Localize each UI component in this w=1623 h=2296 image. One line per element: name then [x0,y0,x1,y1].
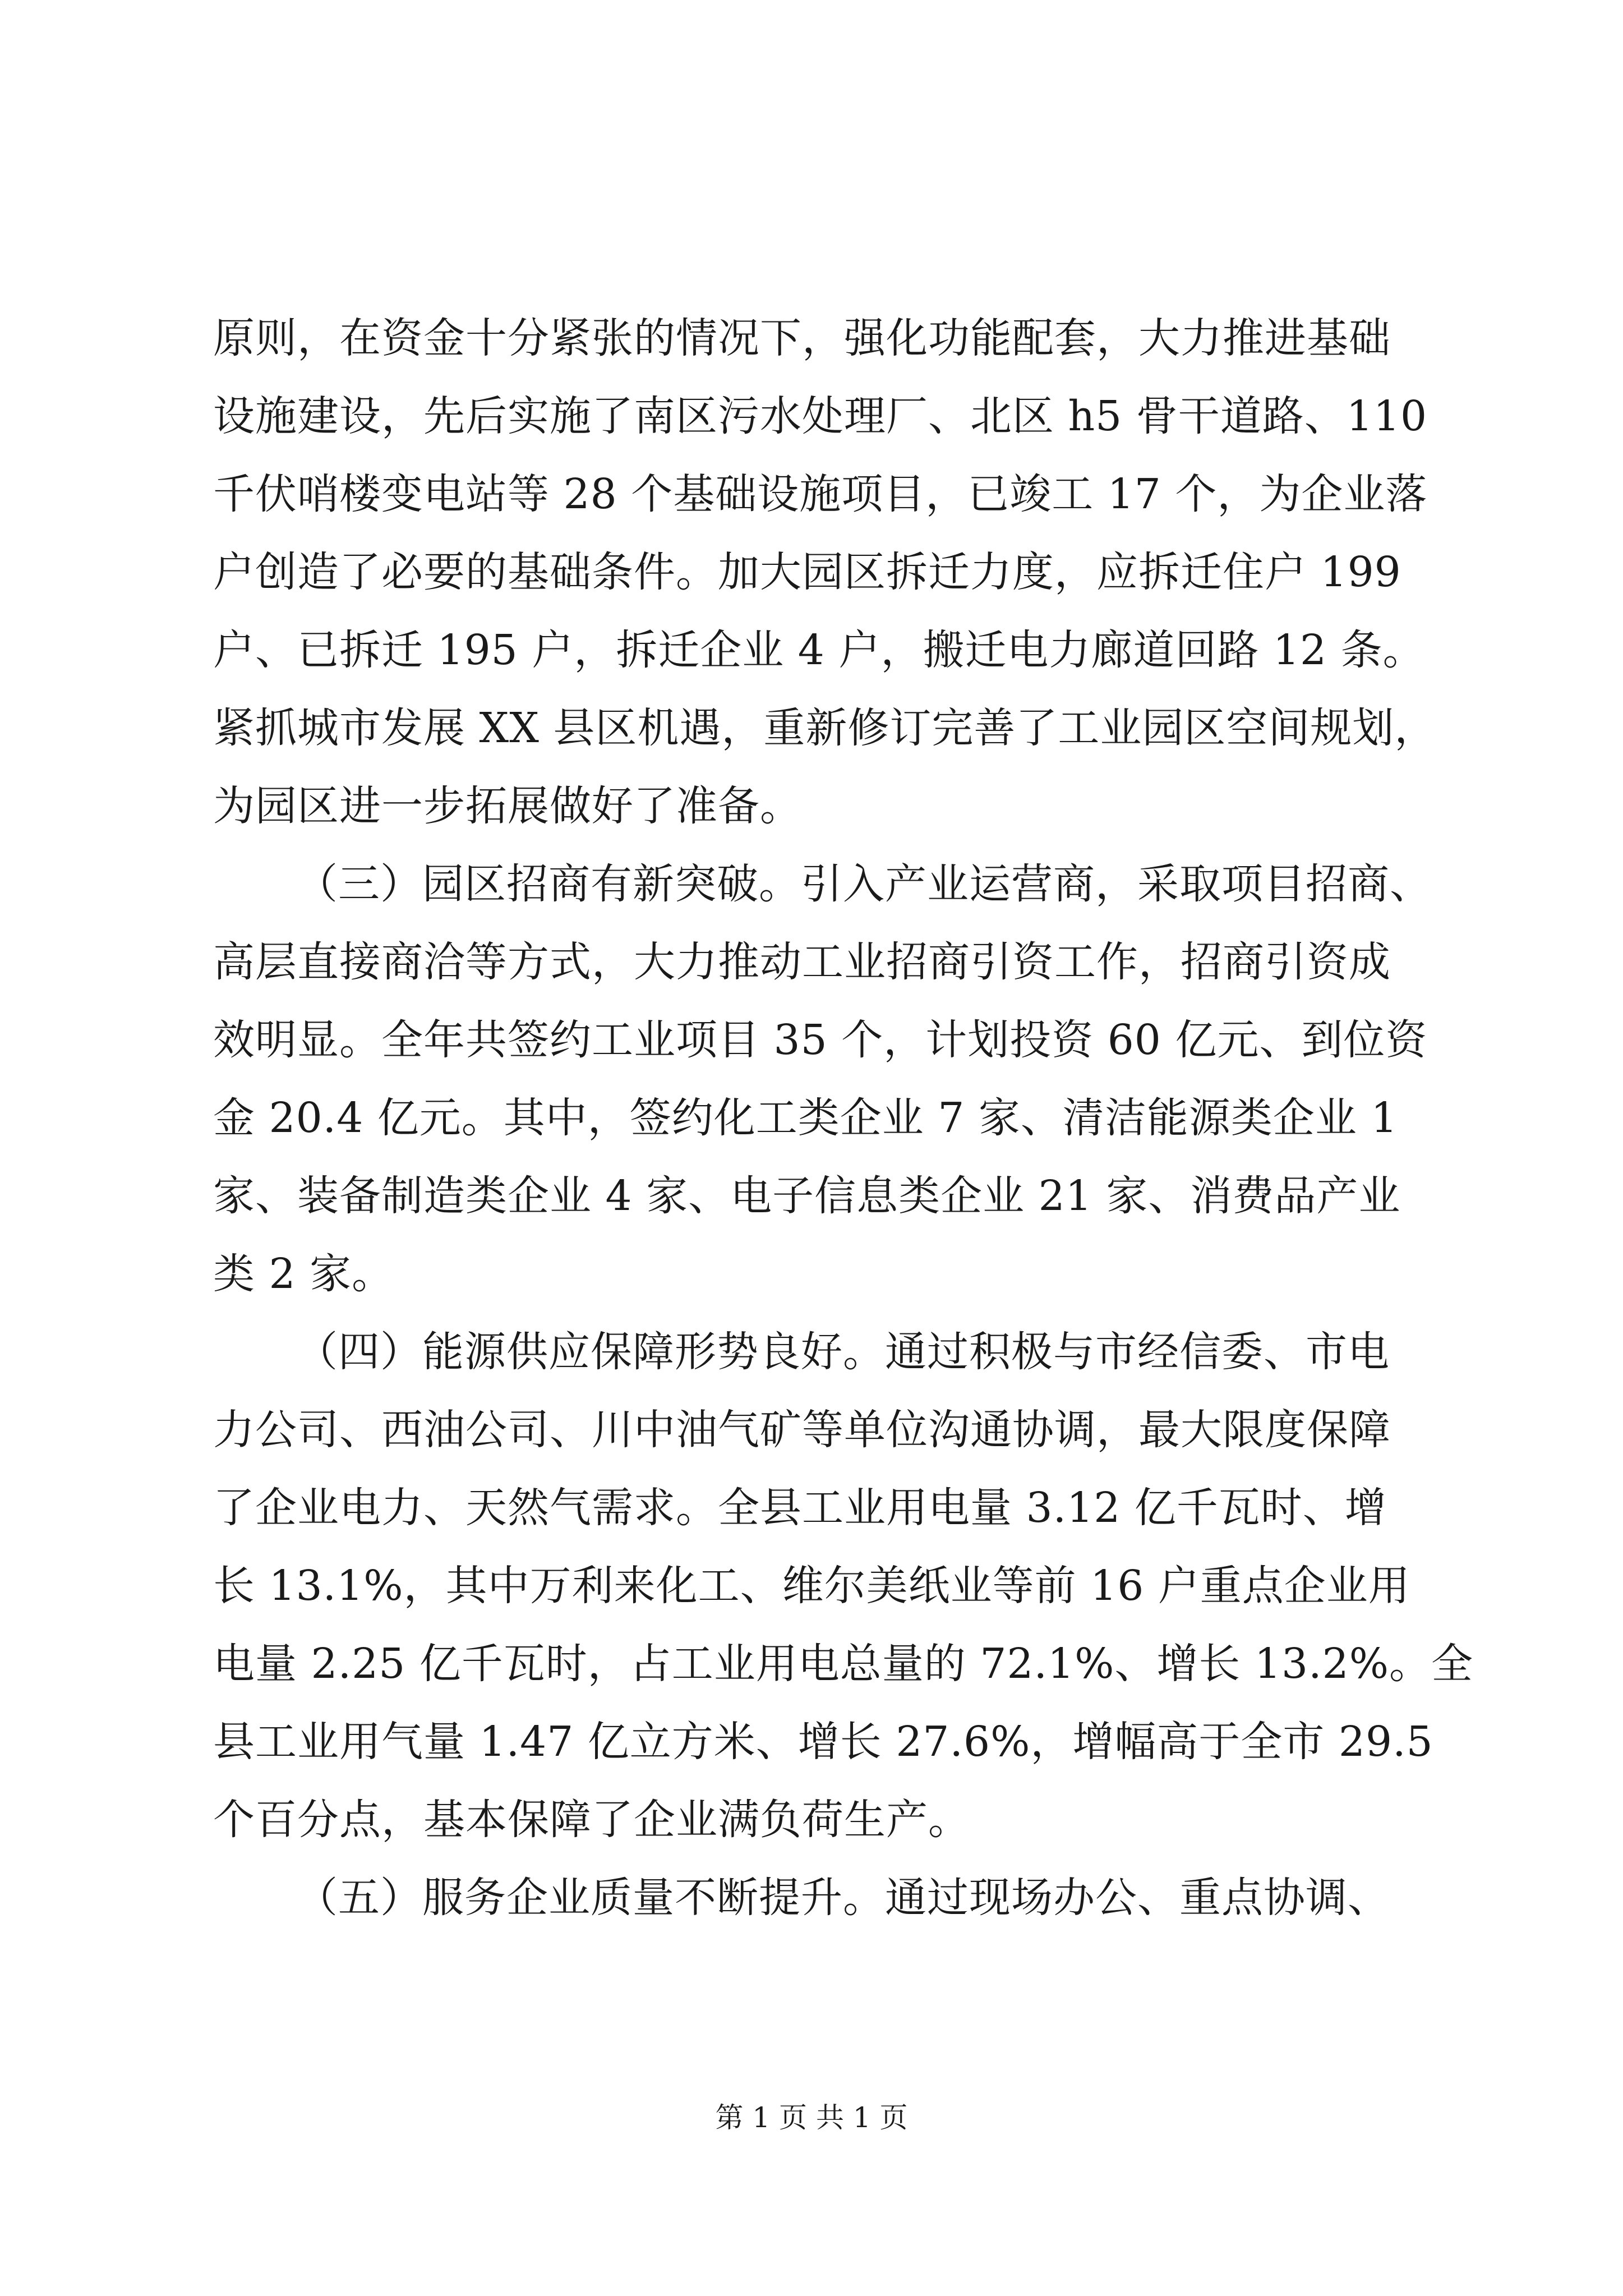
text-line-18: 电量 2.25 亿千瓦时，占工业用电总量的 72.1%、增长 13.2%。全 [213,1640,1474,1688]
text-line-4: 户创造了必要的基础条件。加大园区拆迁力度，应拆迁住户 199 [213,548,1401,596]
text-line-2: 设施建设，先后实施了南区污水处理厂、北区 h5 骨干道路、110 [213,392,1428,440]
text-line-11: 金 20.4 亿元。其中，签约化工类企业 7 家、清洁能源类企业 1 [213,1094,1398,1142]
text-line-5: 户、已拆迁 195 户，拆迁企业 4 户，搬迁电力廊道回路 12 条。 [213,626,1425,674]
text-line-3: 千伏哨楼变电站等 28 个基础设施项目，已竣工 17 个，为企业落 [213,470,1428,518]
section-heading-4: （四）能源供应保障形势良好。通过积极与市经信委、市电 [296,1328,1390,1376]
text-line-9: 高层直接商洽等方式，大力推动工业招商引资工作，招商引资成 [213,938,1391,986]
section-heading-3: （三）园区招商有新突破。引入产业运营商，采取项目招商、 [296,860,1432,908]
text-line-7: 为园区进一步拓展做好了准备。 [213,782,802,830]
text-line-12: 家、装备制造类企业 4 家、电子信息类企业 21 家、消费品产业 [213,1172,1401,1220]
text-line-15: 力公司、西油公司、川中油气矿等单位沟通协调，最大限度保障 [213,1406,1391,1454]
text-line-1: 原则，在资金十分紧张的情况下，强化功能配套，大力推进基础 [213,314,1391,362]
text-line-17: 长 13.1%，其中万利来化工、维尔美纸业等前 16 户重点企业用 [213,1562,1410,1610]
page-number-footer: 第 1 页 共 1 页 [715,2101,908,2134]
section-heading-5: （五）服务企业质量不断提升。通过现场办公、重点协调、 [296,1874,1390,1922]
text-line-6: 紧抓城市发展 XX 县区机遇，重新修订完善了工业园区空间规划， [213,704,1437,752]
text-line-16: 了企业电力、天然气需求。全县工业用电量 3.12 亿千瓦时、增 [213,1484,1387,1532]
text-line-20: 个百分点，基本保障了企业满负荷生产。 [213,1796,970,1844]
text-line-13: 类 2 家。 [213,1250,394,1298]
text-line-19: 县工业用气量 1.47 亿立方米、增长 27.6%，增幅高于全市 29.5 [213,1718,1433,1766]
text-line-10: 效明显。全年共签约工业项目 35 个，计划投资 60 亿元、到位资 [213,1016,1428,1064]
